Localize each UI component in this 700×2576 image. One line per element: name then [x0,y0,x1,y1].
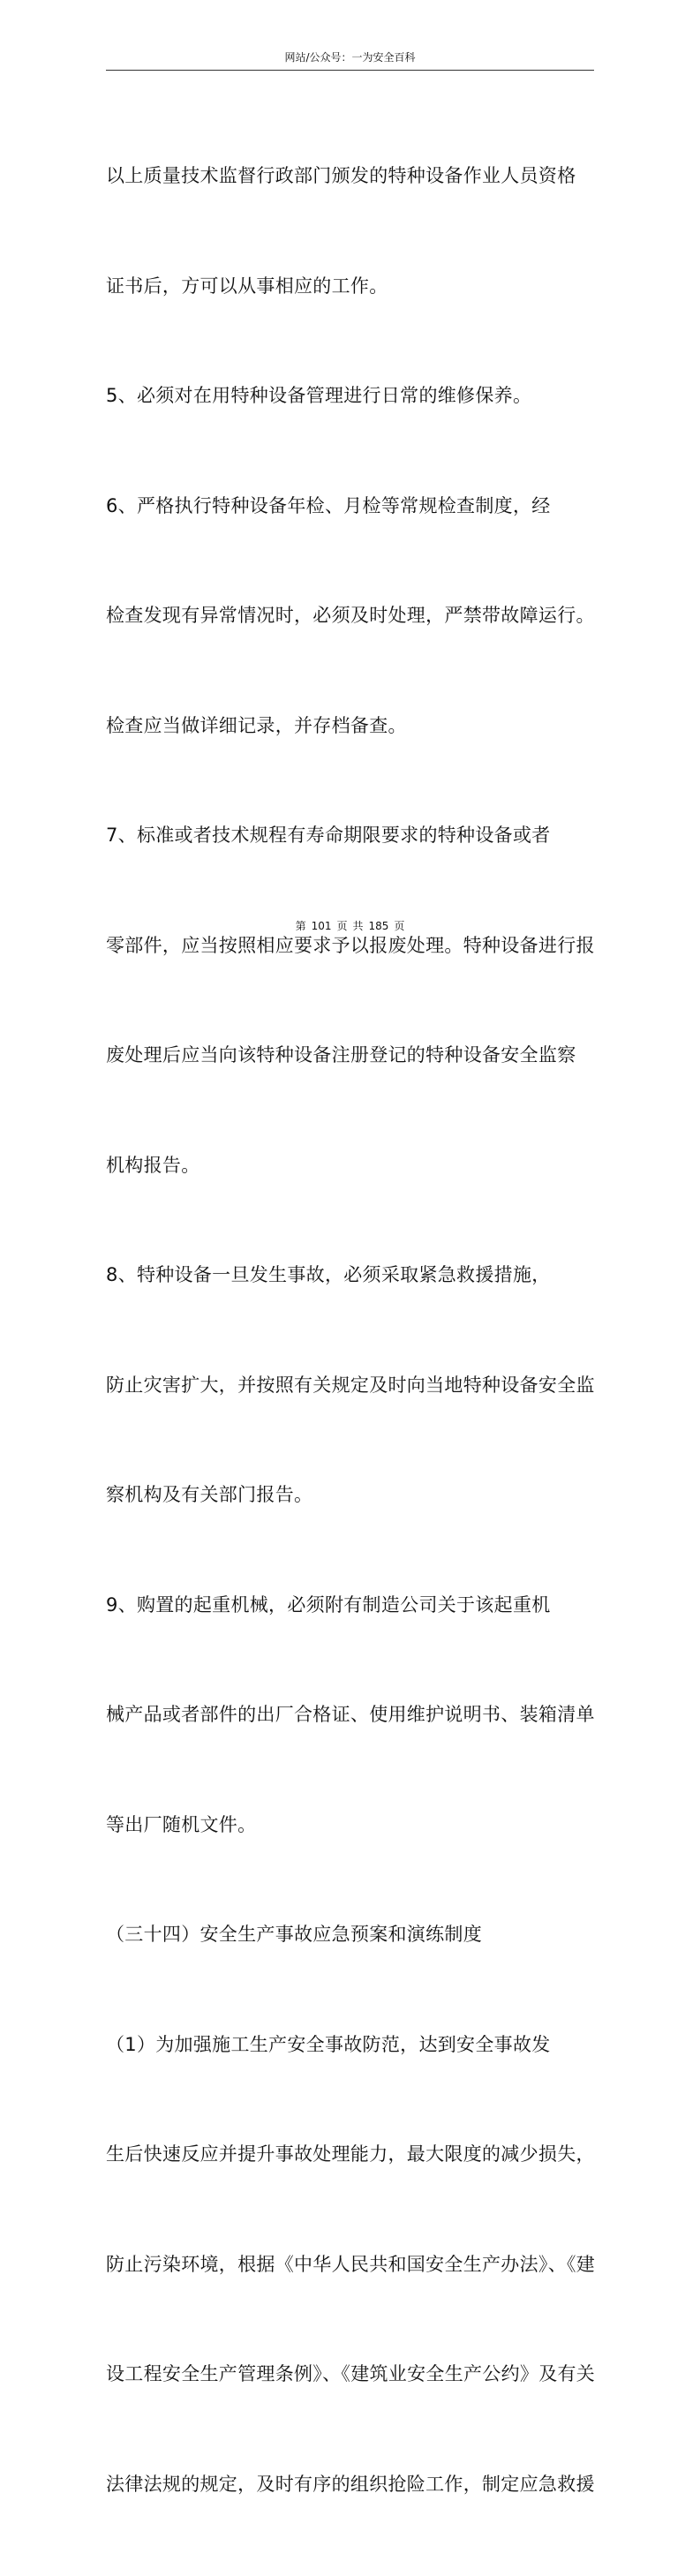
section-heading: （三十四）安全生产事故应急预案和演练制度 [106,1924,482,1945]
text-line: 检查发现有异常情况时，必须及时处理，严禁带故障运行。 [106,605,595,626]
text-line: 法律法规的规定，及时有序的组织抢险工作，制定应急救援 [106,2473,595,2495]
page-header [106,49,594,71]
document-body [106,85,594,2576]
footer-prefix: 第 [295,920,306,932]
text-line: 9、购置的起重机械，必须附有制造公司关于该起重机 [106,1593,551,1616]
text-line: 生后快速反应并提升事故处理能力，最大限度的减少损失， [106,2143,595,2165]
text-line: 证书后，方可以从事相应的工作。 [106,275,388,297]
footer-page-word: 页 [336,920,348,932]
text-line: 等出厂随机文件。 [106,1813,257,1835]
text-line: 设工程安全生产管理条例》、《建筑业安全生产公约》及有关 [106,2363,596,2384]
total-pages: 185 [368,920,389,932]
footer-suffix: 页 [394,920,405,932]
text-line: 检查应当做详细记录，并存档备查。 [106,714,407,736]
text-line: 以上质量技术监督行政部门颁发的特种设备作业人员资格 [106,165,576,186]
text-line: 7、标准或者技术规程有寿命期限要求的特种设备或者 [106,825,551,846]
text-line: 零部件，应当按照相应要求予以报废处理。特种设备进行报 [106,934,595,956]
text-line: 察机构及有关部门报告。 [106,1484,313,1505]
text-line: 废处理后应当向该特种设备注册登记的特种设备安全监察 [106,1044,576,1066]
text-line: 6、严格执行特种设备年检、月检等常规检查制度，经 [106,494,551,516]
text-line: 防止污染环境，根据《中华人民共和国安全生产办法》、《建 [106,2253,596,2275]
text-line: （1）为加强施工生产安全事故防范，达到安全事故发 [106,2033,551,2055]
header-text: 网站/公众号：一为安全百科 [284,51,416,64]
text-line: 防止灾害扩大，并按照有关规定及时向当地特种设备安全监 [106,1374,595,1396]
text-line: 5、必须对在用特种设备管理进行日常的维修保养。 [106,385,532,406]
text-block [106,85,594,2576]
page-footer [0,919,700,933]
text-line: 机构报告。 [106,1154,200,1176]
page-number: 101 [311,920,332,932]
text-line: 8、特种设备一旦发生事故，必须采取紧急救援措施， [106,1264,551,1285]
text-line: 械产品或者部件的出厂合格证、使用维护说明书、装箱清单 [106,1704,595,1725]
footer-total-word: 共 [352,920,364,932]
